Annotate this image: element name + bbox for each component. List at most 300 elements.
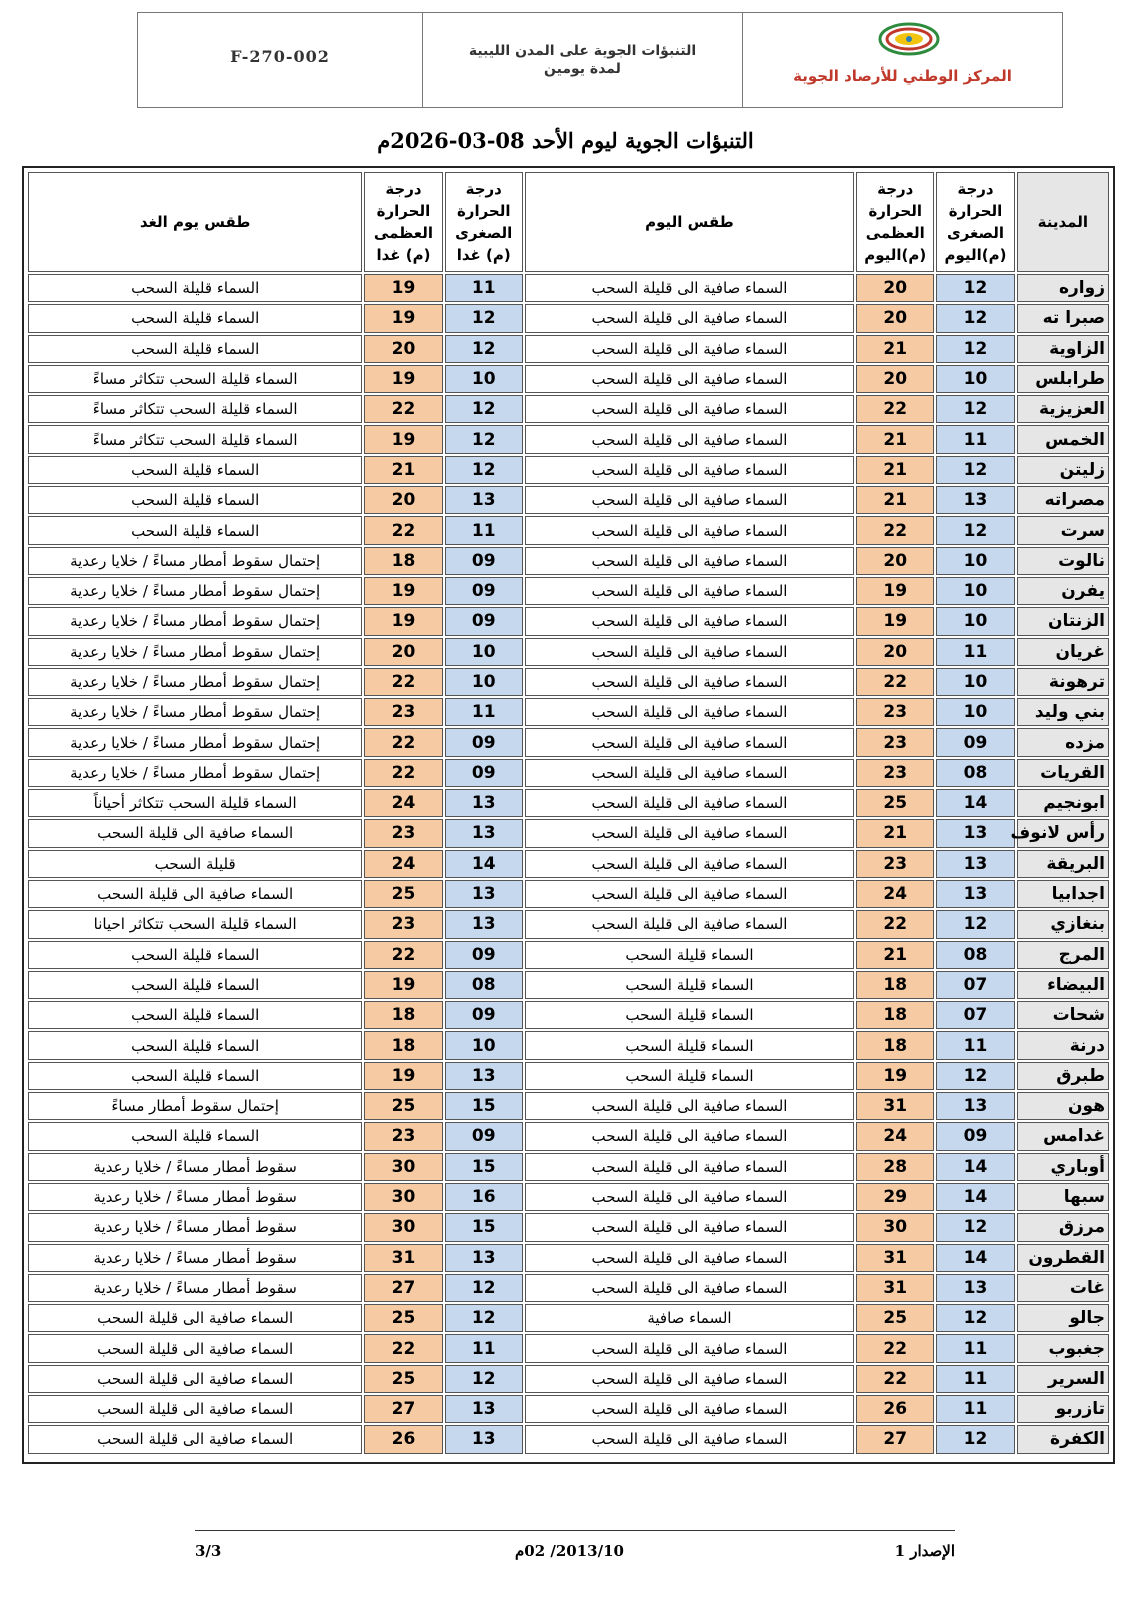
col-header-max-tomorrow: درجة الحرارة العظمى (م) غدا <box>364 172 442 272</box>
cell-max-tomorrow: 27 <box>364 1274 442 1302</box>
table-row <box>28 365 1109 393</box>
cell-min-tomorrow: 12 <box>445 1274 523 1302</box>
cell-max-today: 22 <box>856 910 934 938</box>
cell-weather-today: السماء صافية الى قليلة السحب <box>525 486 854 514</box>
cell-max-tomorrow: 30 <box>364 1183 442 1211</box>
cell-min-tomorrow: 13 <box>445 1425 523 1453</box>
table-row <box>28 577 1109 605</box>
cell-max-today: 22 <box>856 516 934 544</box>
cell-city: درنة <box>1017 1031 1109 1059</box>
cell-city: المرج <box>1017 941 1109 969</box>
org-logo-icon <box>877 21 941 57</box>
cell-min-today: 12 <box>936 1062 1014 1090</box>
cell-city: طرابلس <box>1017 365 1109 393</box>
cell-min-tomorrow: 13 <box>445 880 523 908</box>
cell-weather-tomorrow: سقوط أمطار مساءً / خلايا رعدية <box>28 1213 362 1241</box>
table-row <box>28 304 1109 332</box>
cell-weather-tomorrow: السماء قليلة السحب <box>28 274 362 302</box>
table-row <box>28 486 1109 514</box>
cell-city: أوباري <box>1017 1153 1109 1181</box>
forecast-table-frame <box>22 166 1115 1464</box>
cell-weather-today: السماء صافية الى قليلة السحب <box>525 1092 854 1120</box>
table-header-row <box>28 172 1109 272</box>
cell-city: زواره <box>1017 274 1109 302</box>
cell-max-tomorrow: 19 <box>364 607 442 635</box>
cell-weather-tomorrow: السماء قليلة السحب تتكاثر مساءً <box>28 425 362 453</box>
org-name: المركز الوطني للأرصاد الجوية <box>793 67 1012 85</box>
cell-max-today: 23 <box>856 850 934 878</box>
footer-version: الإصدار 1 <box>894 1542 955 1560</box>
col-header-min-tomorrow: درجة الحرارة الصغرى (م) غدا <box>445 172 523 272</box>
cell-weather-today: السماء صافية الى قليلة السحب <box>525 1365 854 1393</box>
cell-weather-tomorrow: إحتمال سقوط أمطار مساءً <box>28 1092 362 1120</box>
cell-weather-tomorrow: سقوط أمطار مساءً / خلايا رعدية <box>28 1274 362 1302</box>
cell-max-tomorrow: 19 <box>364 304 442 332</box>
cell-min-today: 09 <box>936 728 1014 756</box>
cell-max-tomorrow: 21 <box>364 456 442 484</box>
cell-city: الكفرة <box>1017 1425 1109 1453</box>
cell-max-today: 21 <box>856 941 934 969</box>
cell-max-tomorrow: 19 <box>364 274 442 302</box>
cell-weather-tomorrow: السماء قليلة السحب <box>28 971 362 999</box>
cell-city: مزده <box>1017 728 1109 756</box>
cell-weather-today: السماء صافية الى قليلة السحب <box>525 395 854 423</box>
doc-title-cell <box>422 13 742 107</box>
cell-min-today: 14 <box>936 789 1014 817</box>
form-code-cell <box>138 13 422 107</box>
cell-min-tomorrow: 12 <box>445 1304 523 1332</box>
cell-weather-today: السماء صافية الى قليلة السحب <box>525 819 854 847</box>
cell-city: سبها <box>1017 1183 1109 1211</box>
cell-max-today: 21 <box>856 456 934 484</box>
cell-max-today: 19 <box>856 1062 934 1090</box>
table-row <box>28 850 1109 878</box>
cell-city: سرت <box>1017 516 1109 544</box>
cell-city: بني وليد <box>1017 698 1109 726</box>
cell-min-tomorrow: 11 <box>445 1334 523 1362</box>
cell-weather-today: السماء قليلة السحب <box>525 941 854 969</box>
cell-weather-tomorrow: إحتمال سقوط أمطار مساءً / خلايا رعدية <box>28 638 362 666</box>
cell-weather-tomorrow: السماء صافية الى قليلة السحب <box>28 1365 362 1393</box>
table-row <box>28 1304 1109 1332</box>
cell-min-tomorrow: 13 <box>445 819 523 847</box>
cell-max-tomorrow: 18 <box>364 1031 442 1059</box>
cell-min-tomorrow: 08 <box>445 971 523 999</box>
cell-weather-tomorrow: السماء قليلة السحب <box>28 1122 362 1150</box>
cell-max-tomorrow: 19 <box>364 425 442 453</box>
cell-weather-today: السماء صافية الى قليلة السحب <box>525 607 854 635</box>
cell-min-today: 11 <box>936 1334 1014 1362</box>
cell-city: تازربو <box>1017 1395 1109 1423</box>
cell-min-tomorrow: 13 <box>445 910 523 938</box>
cell-weather-tomorrow: سقوط أمطار مساءً / خلايا رعدية <box>28 1183 362 1211</box>
cell-city: غدامس <box>1017 1122 1109 1150</box>
cell-city: رأس لانوف <box>1017 819 1109 847</box>
table-row <box>28 941 1109 969</box>
table-row <box>28 1092 1109 1120</box>
forecast-table <box>26 170 1111 1456</box>
cell-max-today: 25 <box>856 1304 934 1332</box>
cell-max-tomorrow: 22 <box>364 941 442 969</box>
cell-weather-tomorrow: إحتمال سقوط أمطار مساءً / خلايا رعدية <box>28 547 362 575</box>
cell-max-today: 22 <box>856 1365 934 1393</box>
table-row <box>28 516 1109 544</box>
cell-max-today: 22 <box>856 1334 934 1362</box>
cell-min-today: 13 <box>936 486 1014 514</box>
cell-weather-tomorrow: السماء قليلة السحب <box>28 1062 362 1090</box>
cell-min-tomorrow: 13 <box>445 1395 523 1423</box>
cell-min-today: 12 <box>936 456 1014 484</box>
cell-weather-tomorrow: إحتمال سقوط أمطار مساءً / خلايا رعدية <box>28 728 362 756</box>
cell-min-tomorrow: 12 <box>445 456 523 484</box>
cell-city: مصراته <box>1017 486 1109 514</box>
cell-min-today: 11 <box>936 1395 1014 1423</box>
cell-weather-today: السماء قليلة السحب <box>525 1001 854 1029</box>
table-row <box>28 335 1109 363</box>
cell-weather-tomorrow: قليلة السحب <box>28 850 362 878</box>
footer-divider <box>195 1530 955 1531</box>
cell-max-tomorrow: 23 <box>364 698 442 726</box>
cell-weather-today: السماء صافية الى قليلة السحب <box>525 547 854 575</box>
cell-max-tomorrow: 24 <box>364 850 442 878</box>
cell-min-today: 10 <box>936 365 1014 393</box>
cell-weather-tomorrow: إحتمال سقوط أمطار مساءً / خلايا رعدية <box>28 577 362 605</box>
cell-max-today: 25 <box>856 789 934 817</box>
table-row <box>28 728 1109 756</box>
cell-max-tomorrow: 25 <box>364 1092 442 1120</box>
cell-max-today: 20 <box>856 304 934 332</box>
cell-weather-today: السماء صافية الى قليلة السحب <box>525 850 854 878</box>
cell-weather-today: السماء صافية الى قليلة السحب <box>525 425 854 453</box>
cell-min-today: 11 <box>936 638 1014 666</box>
cell-weather-today: السماء صافية الى قليلة السحب <box>525 577 854 605</box>
cell-weather-today: السماء صافية الى قليلة السحب <box>525 1274 854 1302</box>
cell-max-today: 31 <box>856 1092 934 1120</box>
cell-max-tomorrow: 18 <box>364 547 442 575</box>
cell-city: بنغازي <box>1017 910 1109 938</box>
cell-max-today: 21 <box>856 335 934 363</box>
col-header-city: المدينة <box>1017 172 1109 272</box>
cell-min-today: 12 <box>936 274 1014 302</box>
cell-max-tomorrow: 25 <box>364 880 442 908</box>
cell-min-tomorrow: 12 <box>445 1365 523 1393</box>
cell-min-today: 12 <box>936 516 1014 544</box>
cell-weather-tomorrow: السماء قليلة السحب <box>28 516 362 544</box>
cell-max-today: 27 <box>856 1425 934 1453</box>
table-row <box>28 1395 1109 1423</box>
cell-max-today: 19 <box>856 577 934 605</box>
cell-max-today: 29 <box>856 1183 934 1211</box>
cell-min-tomorrow: 10 <box>445 638 523 666</box>
cell-min-today: 12 <box>936 395 1014 423</box>
table-row <box>28 789 1109 817</box>
cell-weather-tomorrow: السماء صافية الى قليلة السحب <box>28 819 362 847</box>
cell-min-tomorrow: 13 <box>445 486 523 514</box>
cell-min-today: 10 <box>936 668 1014 696</box>
cell-min-today: 09 <box>936 1122 1014 1150</box>
cell-min-tomorrow: 10 <box>445 1031 523 1059</box>
cell-weather-tomorrow: إحتمال سقوط أمطار مساءً / خلايا رعدية <box>28 698 362 726</box>
cell-max-tomorrow: 22 <box>364 395 442 423</box>
cell-city: هون <box>1017 1092 1109 1120</box>
cell-min-today: 13 <box>936 1274 1014 1302</box>
cell-max-today: 30 <box>856 1213 934 1241</box>
cell-max-today: 18 <box>856 971 934 999</box>
cell-max-today: 31 <box>856 1274 934 1302</box>
cell-min-tomorrow: 09 <box>445 759 523 787</box>
cell-min-tomorrow: 09 <box>445 577 523 605</box>
cell-max-tomorrow: 30 <box>364 1213 442 1241</box>
col-header-weather-today: طقس اليوم <box>525 172 854 272</box>
cell-max-tomorrow: 30 <box>364 1153 442 1181</box>
table-row <box>28 607 1109 635</box>
cell-min-tomorrow: 12 <box>445 335 523 363</box>
table-row <box>28 1213 1109 1241</box>
cell-min-tomorrow: 12 <box>445 304 523 332</box>
cell-weather-today: السماء صافية الى قليلة السحب <box>525 456 854 484</box>
page-footer <box>195 1542 955 1566</box>
cell-weather-today: السماء صافية الى قليلة السحب <box>525 698 854 726</box>
cell-city: الخمس <box>1017 425 1109 453</box>
document-header <box>137 12 1063 108</box>
table-row <box>28 1122 1109 1150</box>
cell-min-today: 12 <box>936 910 1014 938</box>
cell-weather-today: السماء صافية الى قليلة السحب <box>525 1334 854 1362</box>
cell-max-tomorrow: 22 <box>364 668 442 696</box>
cell-min-tomorrow: 09 <box>445 941 523 969</box>
cell-city: نالوت <box>1017 547 1109 575</box>
cell-min-tomorrow: 14 <box>445 850 523 878</box>
table-body <box>28 274 1109 1454</box>
cell-weather-tomorrow: سقوط أمطار مساءً / خلايا رعدية <box>28 1153 362 1181</box>
cell-weather-tomorrow: السماء قليلة السحب <box>28 1031 362 1059</box>
table-row <box>28 1062 1109 1090</box>
cell-min-today: 12 <box>936 1304 1014 1332</box>
doc-title-line2: لمدة يومين <box>544 61 621 77</box>
cell-min-today: 14 <box>936 1183 1014 1211</box>
cell-weather-today: السماء صافية الى قليلة السحب <box>525 1183 854 1211</box>
cell-city: مرزق <box>1017 1213 1109 1241</box>
col-header-max-today: درجة الحرارة العظمى (م)اليوم <box>856 172 934 272</box>
cell-min-tomorrow: 09 <box>445 728 523 756</box>
table-row <box>28 1001 1109 1029</box>
cell-max-today: 23 <box>856 698 934 726</box>
cell-weather-tomorrow: السماء صافية الى قليلة السحب <box>28 1334 362 1362</box>
cell-min-today: 11 <box>936 425 1014 453</box>
cell-min-tomorrow: 13 <box>445 1062 523 1090</box>
cell-weather-tomorrow: إحتمال سقوط أمطار مساءً / خلايا رعدية <box>28 759 362 787</box>
cell-max-today: 20 <box>856 638 934 666</box>
table-row <box>28 1244 1109 1272</box>
footer-page-number: 3/3 <box>195 1542 222 1560</box>
cell-min-today: 12 <box>936 335 1014 363</box>
cell-max-tomorrow: 22 <box>364 728 442 756</box>
cell-weather-tomorrow: السماء قليلة السحب <box>28 304 362 332</box>
cell-max-today: 20 <box>856 547 934 575</box>
cell-max-today: 20 <box>856 365 934 393</box>
cell-max-tomorrow: 19 <box>364 577 442 605</box>
cell-max-today: 22 <box>856 668 934 696</box>
cell-max-today: 26 <box>856 1395 934 1423</box>
cell-max-tomorrow: 20 <box>364 638 442 666</box>
cell-max-tomorrow: 18 <box>364 1001 442 1029</box>
cell-max-today: 20 <box>856 274 934 302</box>
cell-max-today: 21 <box>856 486 934 514</box>
cell-weather-today: السماء صافية الى قليلة السحب <box>525 304 854 332</box>
table-row <box>28 1365 1109 1393</box>
cell-city: جغبوب <box>1017 1334 1109 1362</box>
cell-max-tomorrow: 19 <box>364 971 442 999</box>
table-row <box>28 1031 1109 1059</box>
cell-city: الزاوية <box>1017 335 1109 363</box>
cell-max-today: 23 <box>856 728 934 756</box>
cell-min-today: 12 <box>936 1425 1014 1453</box>
cell-max-tomorrow: 23 <box>364 1122 442 1150</box>
cell-min-tomorrow: 15 <box>445 1213 523 1241</box>
cell-max-today: 18 <box>856 1001 934 1029</box>
table-row <box>28 1183 1109 1211</box>
cell-min-today: 12 <box>936 1213 1014 1241</box>
cell-min-tomorrow: 13 <box>445 1244 523 1272</box>
cell-weather-today: السماء صافية الى قليلة السحب <box>525 274 854 302</box>
cell-city: غات <box>1017 1274 1109 1302</box>
cell-max-today: 18 <box>856 1031 934 1059</box>
cell-weather-tomorrow: السماء قليلة السحب تتكاثر أحياناً <box>28 789 362 817</box>
doc-title-line1: التنبؤات الجوية على المدن الليبية <box>468 43 697 59</box>
table-row <box>28 395 1109 423</box>
cell-max-tomorrow: 27 <box>364 1395 442 1423</box>
cell-min-tomorrow: 09 <box>445 1001 523 1029</box>
cell-weather-today: السماء صافية الى قليلة السحب <box>525 880 854 908</box>
col-header-weather-tomorrow: طقس يوم الغد <box>28 172 362 272</box>
cell-city: غريان <box>1017 638 1109 666</box>
cell-max-tomorrow: 22 <box>364 1334 442 1362</box>
cell-min-today: 10 <box>936 577 1014 605</box>
cell-city: السرير <box>1017 1365 1109 1393</box>
cell-max-tomorrow: 20 <box>364 335 442 363</box>
table-row <box>28 880 1109 908</box>
cell-min-tomorrow: 09 <box>445 1122 523 1150</box>
cell-weather-today: السماء صافية الى قليلة السحب <box>525 1395 854 1423</box>
org-logo-cell <box>742 13 1062 107</box>
cell-max-tomorrow: 25 <box>364 1365 442 1393</box>
cell-min-tomorrow: 15 <box>445 1153 523 1181</box>
cell-min-today: 11 <box>936 1031 1014 1059</box>
cell-weather-tomorrow: السماء قليلة السحب <box>28 486 362 514</box>
cell-min-today: 08 <box>936 759 1014 787</box>
cell-min-today: 08 <box>936 941 1014 969</box>
cell-min-tomorrow: 09 <box>445 607 523 635</box>
cell-min-tomorrow: 12 <box>445 425 523 453</box>
cell-max-today: 19 <box>856 607 934 635</box>
table-row <box>28 638 1109 666</box>
cell-max-today: 22 <box>856 395 934 423</box>
cell-city: القطرون <box>1017 1244 1109 1272</box>
cell-min-tomorrow: 10 <box>445 365 523 393</box>
cell-weather-tomorrow: السماء قليلة السحب تتكاثر احيانا <box>28 910 362 938</box>
cell-min-tomorrow: 16 <box>445 1183 523 1211</box>
cell-city: ترهونة <box>1017 668 1109 696</box>
cell-max-tomorrow: 19 <box>364 365 442 393</box>
col-header-min-today: درجة الحرارة الصغرى (م)اليوم <box>936 172 1014 272</box>
cell-city: زليتن <box>1017 456 1109 484</box>
cell-weather-today: السماء صافية الى قليلة السحب <box>525 1153 854 1181</box>
cell-min-tomorrow: 11 <box>445 274 523 302</box>
cell-max-tomorrow: 19 <box>364 1062 442 1090</box>
cell-weather-tomorrow: السماء صافية الى قليلة السحب <box>28 1425 362 1453</box>
cell-max-tomorrow: 23 <box>364 910 442 938</box>
cell-max-today: 24 <box>856 1122 934 1150</box>
cell-city: البيضاء <box>1017 971 1109 999</box>
cell-max-today: 21 <box>856 425 934 453</box>
cell-min-tomorrow: 15 <box>445 1092 523 1120</box>
footer-date: 2013/10/ 02م <box>515 1542 624 1560</box>
cell-max-today: 24 <box>856 880 934 908</box>
cell-weather-today: السماء قليلة السحب <box>525 1062 854 1090</box>
cell-max-tomorrow: 22 <box>364 759 442 787</box>
cell-weather-today: السماء صافية الى قليلة السحب <box>525 638 854 666</box>
table-row <box>28 1425 1109 1453</box>
cell-city: جالو <box>1017 1304 1109 1332</box>
cell-min-today: 07 <box>936 1001 1014 1029</box>
table-row <box>28 547 1109 575</box>
cell-max-tomorrow: 25 <box>364 1304 442 1332</box>
table-row <box>28 1153 1109 1181</box>
cell-max-tomorrow: 22 <box>364 516 442 544</box>
cell-max-tomorrow: 26 <box>364 1425 442 1453</box>
cell-min-tomorrow: 13 <box>445 789 523 817</box>
cell-min-today: 10 <box>936 547 1014 575</box>
cell-max-tomorrow: 24 <box>364 789 442 817</box>
cell-weather-tomorrow: السماء قليلة السحب تتكاثر مساءً <box>28 365 362 393</box>
cell-min-tomorrow: 11 <box>445 516 523 544</box>
form-code: F-270-002 <box>230 47 330 66</box>
cell-min-today: 13 <box>936 819 1014 847</box>
cell-city: البريقة <box>1017 850 1109 878</box>
cell-min-today: 11 <box>936 1365 1014 1393</box>
cell-weather-today: السماء صافية الى قليلة السحب <box>525 759 854 787</box>
cell-max-today: 31 <box>856 1244 934 1272</box>
cell-min-tomorrow: 11 <box>445 698 523 726</box>
cell-weather-today: السماء صافية الى قليلة السحب <box>525 365 854 393</box>
table-row <box>28 456 1109 484</box>
cell-weather-tomorrow: السماء قليلة السحب تتكاثر مساءً <box>28 395 362 423</box>
cell-weather-today: السماء صافية الى قليلة السحب <box>525 335 854 363</box>
cell-city: شحات <box>1017 1001 1109 1029</box>
cell-min-today: 13 <box>936 1092 1014 1120</box>
cell-max-today: 28 <box>856 1153 934 1181</box>
cell-max-tomorrow: 20 <box>364 486 442 514</box>
table-row <box>28 698 1109 726</box>
cell-min-tomorrow: 09 <box>445 547 523 575</box>
cell-city: القريات <box>1017 759 1109 787</box>
cell-weather-tomorrow: السماء قليلة السحب <box>28 1001 362 1029</box>
cell-min-today: 10 <box>936 698 1014 726</box>
cell-max-today: 21 <box>856 819 934 847</box>
table-row <box>28 274 1109 302</box>
table-row <box>28 971 1109 999</box>
cell-min-today: 13 <box>936 850 1014 878</box>
cell-city: العزيزية <box>1017 395 1109 423</box>
cell-weather-today: السماء صافية الى قليلة السحب <box>525 789 854 817</box>
cell-city: يفرن <box>1017 577 1109 605</box>
cell-weather-tomorrow: إحتمال سقوط أمطار مساءً / خلايا رعدية <box>28 607 362 635</box>
table-row <box>28 1274 1109 1302</box>
cell-weather-tomorrow: السماء صافية الى قليلة السحب <box>28 1304 362 1332</box>
cell-min-today: 12 <box>936 304 1014 332</box>
cell-city: ابونجيم <box>1017 789 1109 817</box>
cell-weather-tomorrow: السماء قليلة السحب <box>28 941 362 969</box>
